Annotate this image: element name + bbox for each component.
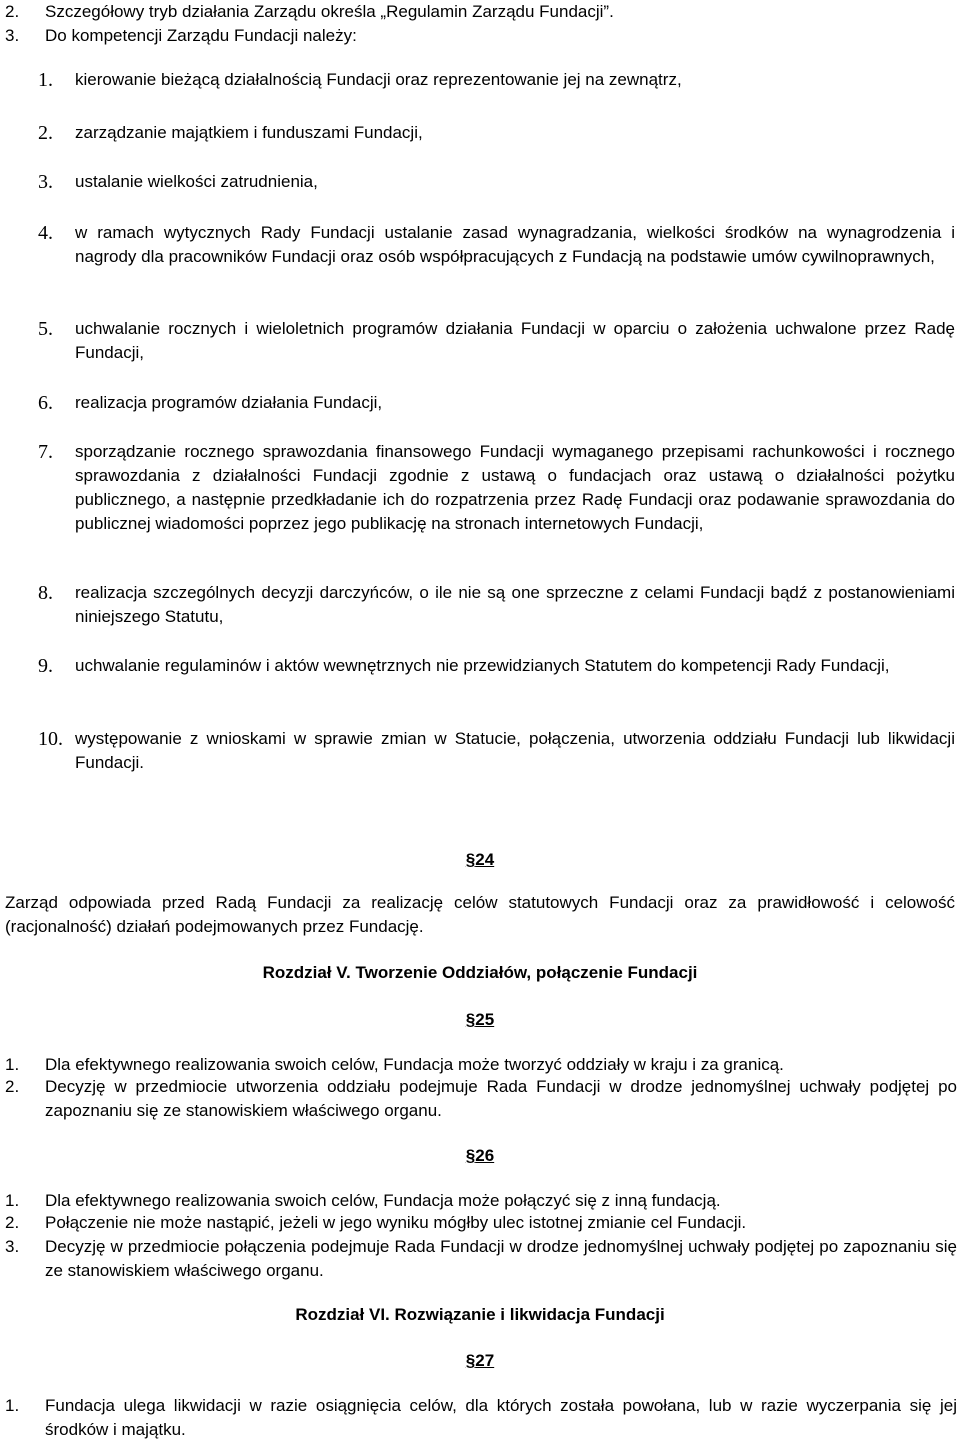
list-item-text: Połączenie nie może nastąpić, jeżeli w jego wyniku mógłby ulec istotnej zmianie cel Fundacji. xyxy=(45,1213,747,1232)
section-heading-24: §24 xyxy=(465,850,495,869)
list-item-number: 3. xyxy=(5,26,20,45)
competence-number: 6. xyxy=(38,392,53,414)
competence-text: realizacja szczególnych decyzji darczyńców, o ile nie są one sprzeczne z celami Fundacji bądź z postanowieniami niniejszego Statutu, xyxy=(75,583,955,626)
list-item-text: Szczegółowy tryb działania Zarządu określa „Regulamin Zarządu Fundacji”. xyxy=(45,2,614,21)
list-item-text: Fundacja ulega likwidacji w razie osiągnięcia celów, dla których została powołana, lub w razie wyczerpania się jej środków i majątku. xyxy=(45,1396,957,1439)
section-heading-25: §25 xyxy=(465,1010,495,1029)
competence-text: realizacja programów działania Fundacji, xyxy=(75,393,383,412)
competence-text: sporządzanie rocznego sprawozdania finansowego Fundacji wymaganego przepisami rachunkowości i rocznego sprawozdania z działalności Fundacji zgodnie z ustawą o fundacjach oraz ustawą o działalności pożytku publicznego, a następnie przedkładanie ich do rozpatrzenia przez Radę Fundacji oraz podawanie sprawozdania do publicznej wiadomości poprzez jego publikację na stronach internetowych Fundacji, xyxy=(75,442,955,533)
competence-text: kierowanie bieżącą działalnością Fundacji oraz reprezentowanie jej na zewnątrz, xyxy=(75,70,682,89)
competence-text: występowanie z wnioskami w sprawie zmian w Statucie, połączenia, utworzenia oddziału Fundacji lub likwidacji Fundacji. xyxy=(75,729,955,772)
section-24-text: Zarząd odpowiada przed Radą Fundacji za realizację celów statutowych Fundacji oraz za prawidłowość i celowość (racjonalność) działań podejmowanych przez Fundację. xyxy=(5,893,955,936)
competence-text: ustalanie wielkości zatrudnienia, xyxy=(75,172,318,191)
list-item-number: 3. xyxy=(5,1237,20,1256)
competence-number: 8. xyxy=(38,582,53,604)
competence-number: 2. xyxy=(38,122,53,144)
list-item-number: 2. xyxy=(5,1077,20,1096)
competence-text: zarządzanie majątkiem i funduszami Fundacji, xyxy=(75,123,423,142)
competence-number: 4. xyxy=(38,222,53,244)
list-item-number: 2. xyxy=(5,1213,20,1232)
competence-number: 7. xyxy=(38,441,53,463)
list-item-text: Dla efektywnego realizowania swoich celów, Fundacja może tworzyć oddziały w kraju i za granicą. xyxy=(45,1055,784,1074)
competence-text: uchwalanie rocznych i wieloletnich programów działania Fundacji w oparciu o założenia uchwalone przez Radę Fundacji, xyxy=(75,319,955,362)
list-item-text: Do kompetencji Zarządu Fundacji należy: xyxy=(45,26,357,45)
chapter-heading-5: Rozdział V. Tworzenie Oddziałów, połączenie Fundacji xyxy=(262,963,698,982)
list-item-text: Decyzję w przedmiocie utworzenia oddziału podejmuje Rada Fundacji w drodze jednomyślnej uchwały podjętej po zapoznaniu się ze stanowiskiem właściwego organu. xyxy=(45,1077,957,1120)
competence-text: uchwalanie regulaminów i aktów wewnętrznych nie przewidzianych Statutem do kompetencji Rady Fundacji, xyxy=(75,656,890,675)
list-item-number: 1. xyxy=(5,1191,20,1210)
section-heading-27: §27 xyxy=(465,1351,495,1370)
section-heading-26: §26 xyxy=(465,1146,495,1165)
competence-number: 10. xyxy=(38,728,63,750)
list-item-text: Decyzję w przedmiocie połączenia podejmuje Rada Fundacji w drodze jednomyślnej uchwały podjętej po zapoznaniu się ze stanowiskiem właściwego organu. xyxy=(45,1237,957,1280)
competence-number: 9. xyxy=(38,655,53,677)
list-item-number: 1. xyxy=(5,1055,20,1074)
list-item-number: 1. xyxy=(5,1396,20,1415)
competence-number: 3. xyxy=(38,171,53,193)
competence-text: w ramach wytycznych Rady Fundacji ustalanie zasad wynagradzania, wielkości środków na wynagrodzenia i nagrody dla pracowników Fundacji oraz osób współpracujących z Fundacją na podstawie umów cywilnoprawnych, xyxy=(75,223,955,266)
competence-number: 1. xyxy=(38,69,53,91)
list-item-text: Dla efektywnego realizowania swoich celów, Fundacja może połączyć się z inną fundacją. xyxy=(45,1191,721,1210)
list-item-number: 2. xyxy=(5,2,20,21)
competence-number: 5. xyxy=(38,318,53,340)
chapter-heading-6: Rozdział VI. Rozwiązanie i likwidacja Fundacji xyxy=(295,1305,665,1324)
